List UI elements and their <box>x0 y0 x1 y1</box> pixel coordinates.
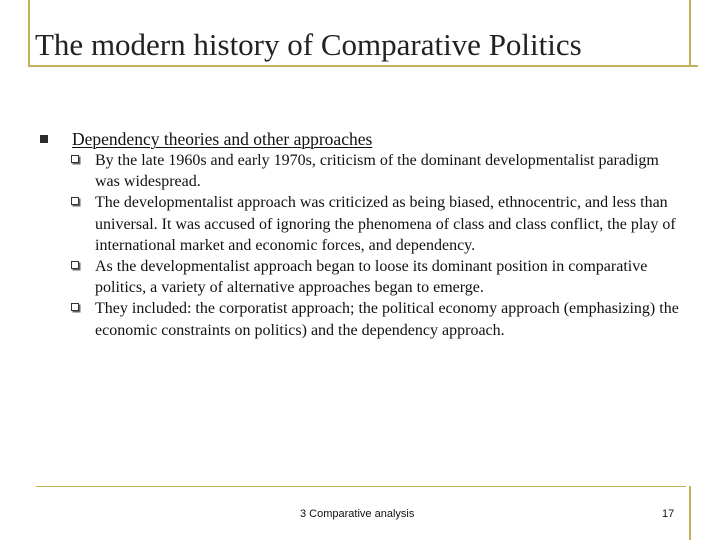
bullet-heading: Dependency theories and other approaches <box>72 129 373 149</box>
sub-bullet-item <box>40 150 680 192</box>
frame-line-top-horizontal <box>28 65 698 67</box>
square-bullet-icon <box>40 135 48 143</box>
sub-bullet-item <box>40 192 680 256</box>
hollow-square-bullet-icon <box>71 261 79 269</box>
hollow-square-bullet-icon <box>71 155 79 163</box>
sub-bullet-item <box>40 298 680 340</box>
sub-bullet-text: They included: the corporatist approach; the political economy approach (emphasizing) the economic constraints on politics) and the dependency approach. <box>95 300 679 339</box>
footer-label: 3 Comparative analysis <box>300 508 415 520</box>
frame-line-top-right-vertical <box>689 0 691 66</box>
page-number: 17 <box>662 508 675 520</box>
sub-bullet-text: The developmentalist approach was criticized as being biased, ethnocentric, and less than universal. It was accused of ignoring the phenomena of class and class conflict, the play of international market and economic forces, and dependency. <box>95 194 676 254</box>
sub-bullet-text: By the late 1960s and early 1970s, criticism of the dominant developmentalist paradigm was widespread. <box>95 152 659 191</box>
hollow-square-bullet-icon <box>71 303 79 311</box>
bullet-item <box>40 128 680 150</box>
slide-title: The modern history of Comparative Politics <box>35 27 582 62</box>
frame-line-bottom-horizontal <box>36 486 686 487</box>
slide-content <box>40 128 680 341</box>
sub-bullet-text: As the developmentalist approach began to loose its dominant position in comparative politics, a variety of alternative approaches began to emerge. <box>95 258 648 297</box>
frame-line-bottom-right-vertical <box>689 486 691 540</box>
frame-line-top-left-vertical <box>28 0 30 66</box>
sub-bullet-item <box>40 256 680 298</box>
hollow-square-bullet-icon <box>71 197 79 205</box>
